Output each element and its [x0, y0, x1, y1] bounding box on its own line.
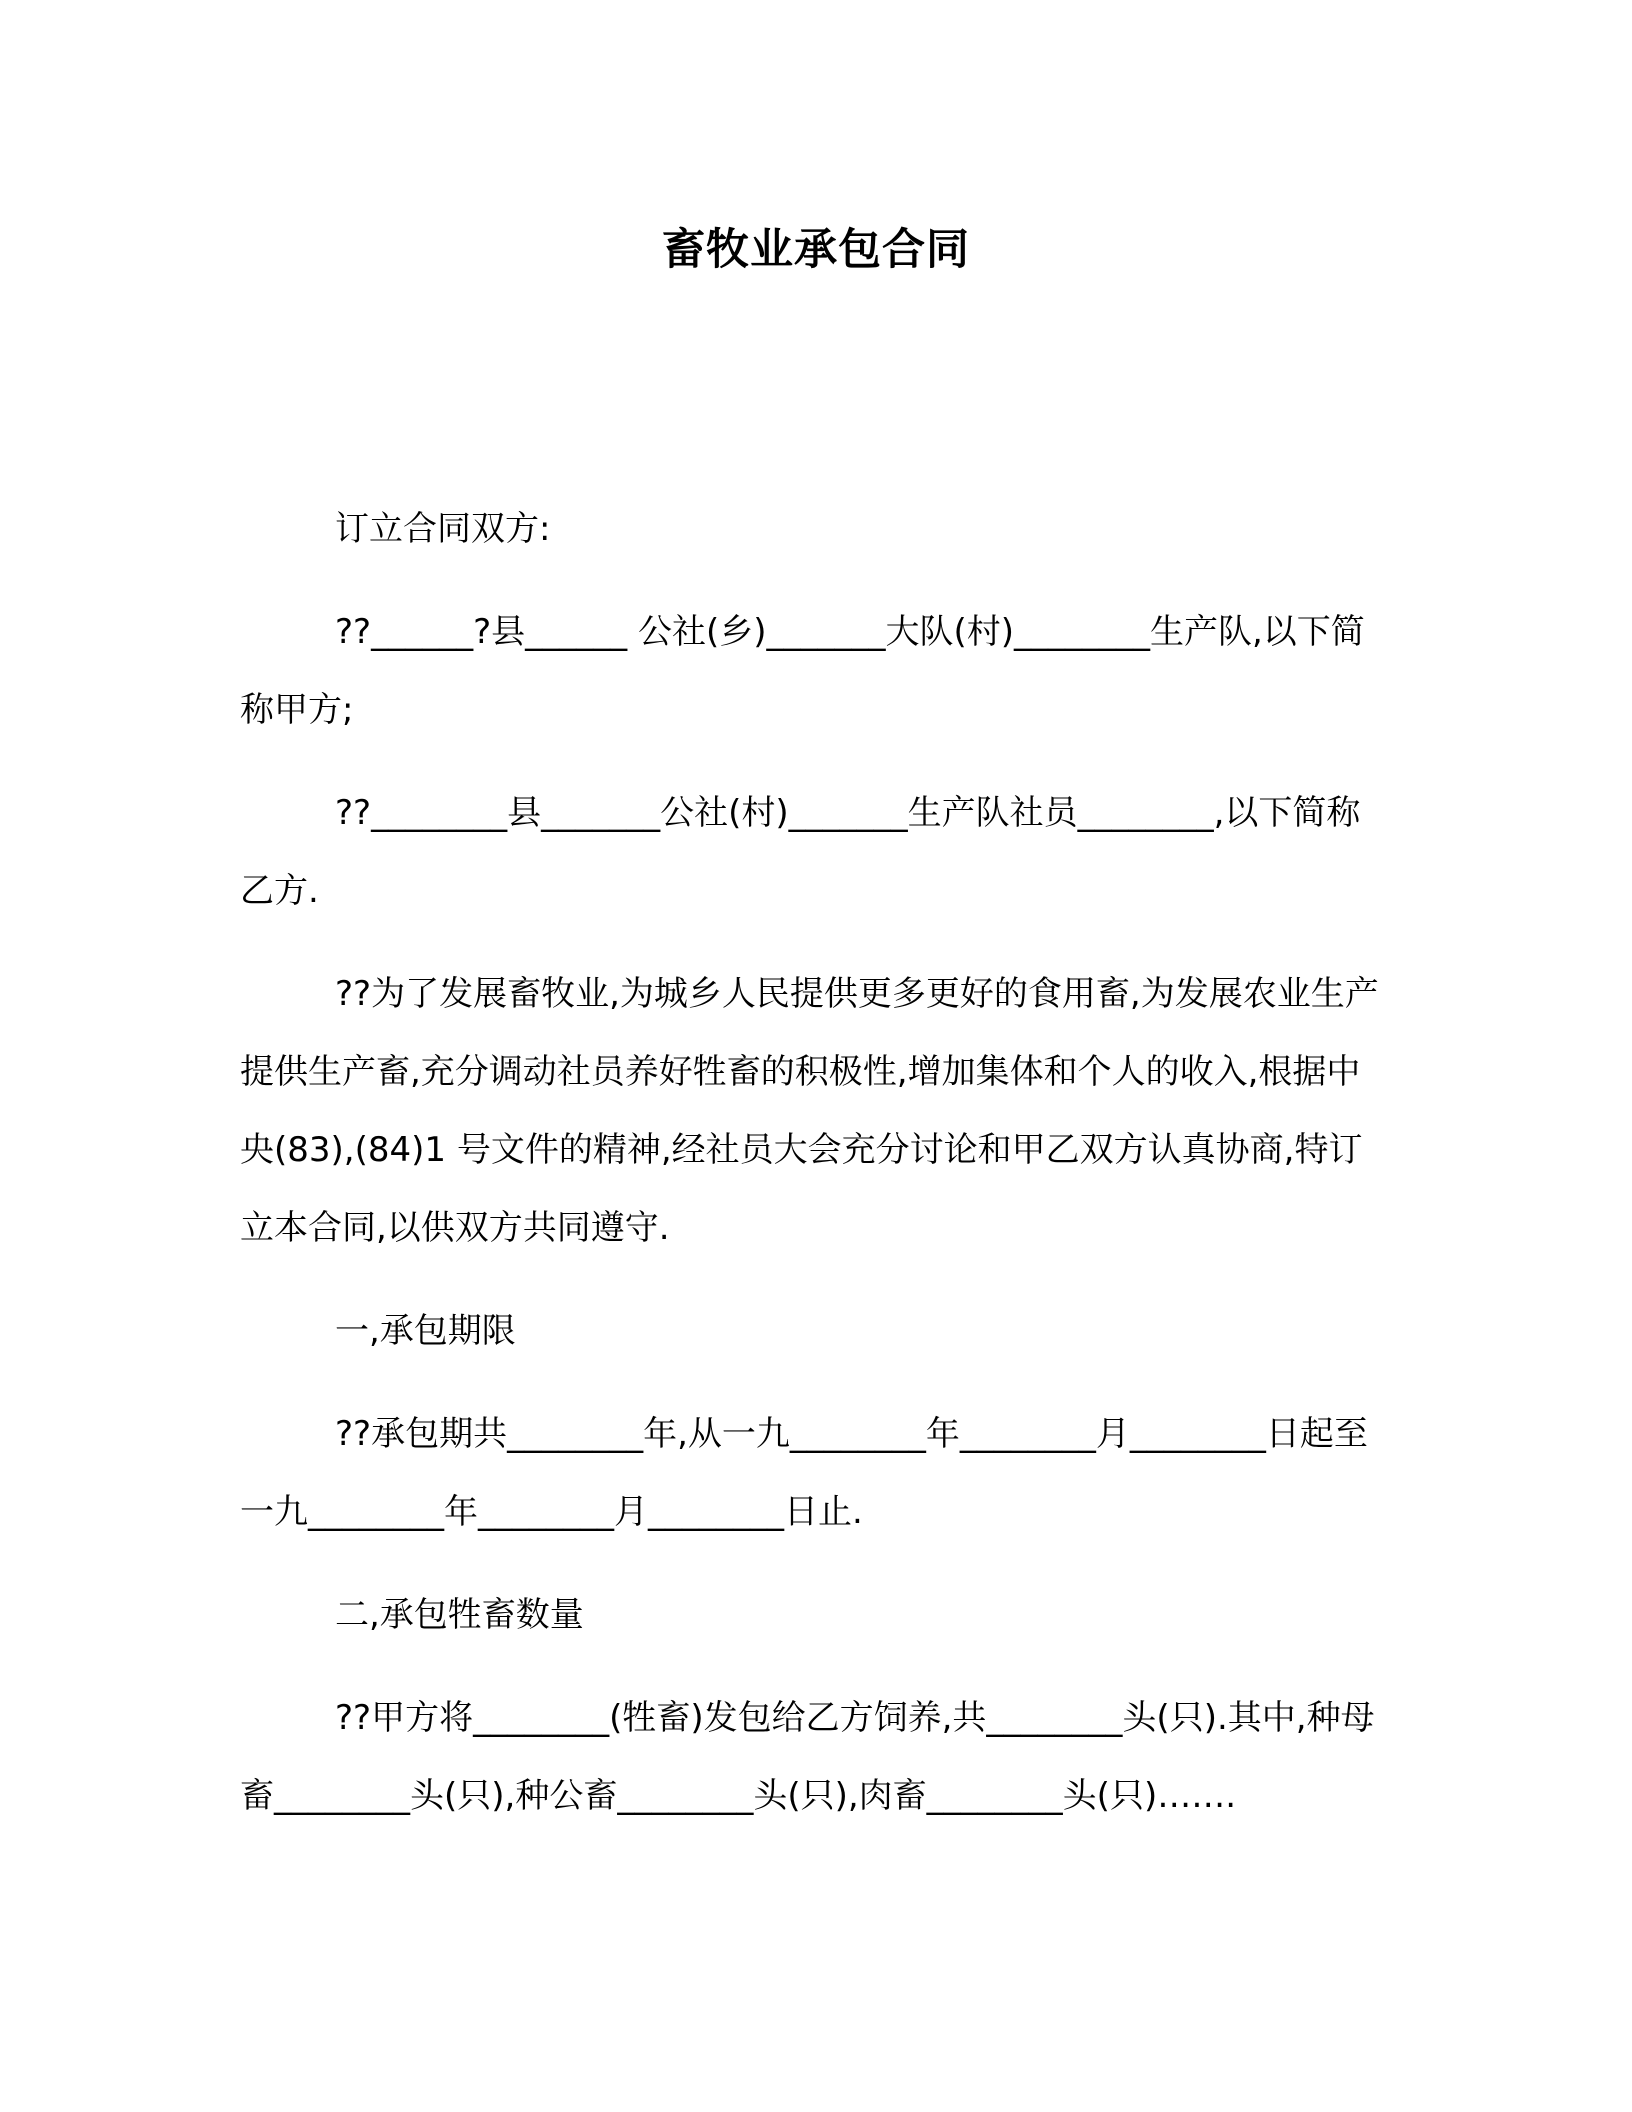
- paragraph-party-b: ??________县_______公社(村)_______生产队社员________,以下简称乙方.: [240, 793, 1361, 911]
- section-heading-term: 一,承包期限: [335, 1311, 516, 1351]
- paragraph-term: ??承包期共________年,从一九________年________月________日起至一九________年________月________日止.: [240, 1414, 1368, 1532]
- document-title: 畜牧业承包合同: [662, 225, 970, 275]
- document-body: [240, 490, 1380, 1860]
- paragraph-purpose: ??为了发展畜牧业,为城乡人民提供更多更好的食用畜,为发展农业生产提供生产畜,充分调动社员养好牲畜的积极性,增加集体和个人的收入,根据中央(83),(84)1 号文件的精神,经社员大会充分讨论和甲乙双方认真协商,特订立本合同,以供双方共同遵守.: [240, 974, 1379, 1248]
- paragraph-party-a: ??______?县______ 公社(乡)_______大队(村)________生产队,以下简称甲方;: [240, 612, 1365, 730]
- paragraph-quantity: ??甲方将________(牲畜)发包给乙方饲养,共________头(只).其中,种母畜________头(只),种公畜________头(只),肉畜________头(只)…….: [240, 1698, 1375, 1816]
- paragraph-parties-intro: 订立合同双方:: [335, 509, 551, 549]
- section-heading-quantity: 二,承包牲畜数量: [335, 1595, 584, 1635]
